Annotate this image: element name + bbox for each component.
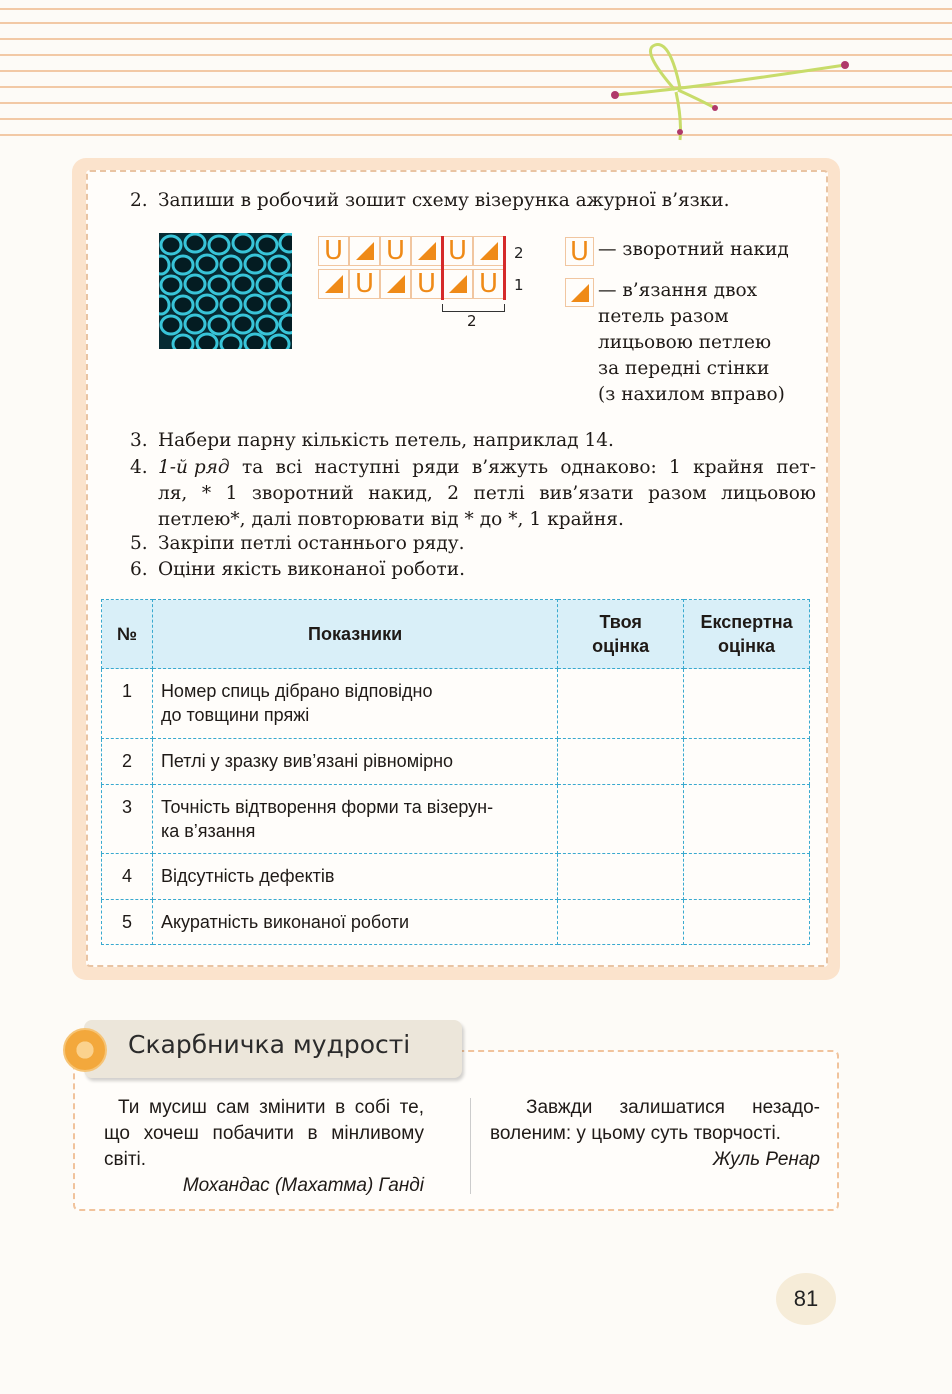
chart-cell-reverse-yarn-over: U xyxy=(442,236,473,266)
expert-score-cell[interactable] xyxy=(684,785,810,854)
chart-cell-k2tog xyxy=(349,236,380,266)
ribbon-bow-icon xyxy=(600,40,860,150)
your-score-cell[interactable] xyxy=(558,900,684,945)
your-score-cell[interactable] xyxy=(558,785,684,854)
chart-cell-k2tog xyxy=(411,236,442,266)
legend-k2tog-line-4: за передні стінки xyxy=(598,358,770,379)
row-label-2: 2 xyxy=(514,244,524,262)
quote-gandhi-author: Мохандас (Махатма) Ганді xyxy=(182,1175,424,1196)
your-score-cell[interactable] xyxy=(558,854,684,900)
table-row: 5 Акуратність виконаної роботи xyxy=(102,900,810,945)
step-2: 2. Запиши в робочий зошит схему візерунка ажурної в’язки. xyxy=(130,190,730,211)
chart-cell-reverse-yarn-over: U xyxy=(380,236,411,266)
chart-cell-reverse-yarn-over: U xyxy=(318,236,349,266)
wisdom-title: Скарбничка мудрості xyxy=(128,1030,411,1059)
step-4: 4. 1-й ряд та всі наступні ряди в’яжуть однаково: 1 крайня пет- ля, * 1 зворотний накид, 2 петлі вив’язати разом лицьовою петлею*, далі повторювати від * до *, 1 крайня. xyxy=(130,457,816,530)
legend-k2tog-line-1: — в’язання двох xyxy=(598,280,758,301)
chart-cell-reverse-yarn-over: U xyxy=(411,269,442,299)
expert-score-cell[interactable] xyxy=(684,854,810,900)
step-5: 5. Закріпи петлі останнього ряду. xyxy=(130,533,465,554)
row-label-1: 1 xyxy=(514,276,524,294)
quote-divider xyxy=(470,1098,471,1194)
table-row: 4 Відсутність дефектів xyxy=(102,854,810,900)
header-indicators: Показники xyxy=(152,600,557,669)
repeat-label: 2 xyxy=(467,312,477,330)
chart-cell-k2tog xyxy=(380,269,411,299)
wisdom-coin-icon xyxy=(63,1028,107,1072)
chart-cell-k2tog xyxy=(318,269,349,299)
expert-score-cell[interactable] xyxy=(684,900,810,945)
legend-k2tog-icon xyxy=(565,278,594,307)
repeat-bracket xyxy=(442,304,505,312)
table-header-row xyxy=(102,600,810,669)
legend-k2tog-line-3: лицьовою петлею xyxy=(598,332,772,353)
chart-cell-reverse-yarn-over: U xyxy=(473,269,504,299)
your-score-cell[interactable] xyxy=(558,669,684,739)
knitted-sample-image xyxy=(159,233,292,349)
legend-k2tog-line-5: (з нахилом вправо) xyxy=(598,384,785,405)
legend-k2tog-line-2: петель разом xyxy=(598,306,729,327)
table-row: 1 Номер спиць дібрано відповідно до товщини пряжі xyxy=(102,669,810,739)
chart-cell-k2tog xyxy=(473,236,504,266)
header-number: № xyxy=(102,600,153,669)
page-number: 81 xyxy=(776,1273,836,1325)
chart-cell-k2tog xyxy=(442,269,473,299)
expert-score-cell[interactable] xyxy=(684,739,810,785)
quote-renard: Завжди залишатися незадо- воленим: у цьому суть творчості. Жуль Ренар xyxy=(490,1095,820,1173)
step-6: 6. Оціни якість виконаної роботи. xyxy=(130,559,465,580)
repeat-marker-right xyxy=(503,236,506,300)
quote-renard-author: Жуль Ренар xyxy=(712,1149,820,1170)
your-score-cell[interactable] xyxy=(558,739,684,785)
repeat-marker-left xyxy=(441,236,444,300)
chart-cell-reverse-yarn-over: U xyxy=(349,269,380,299)
step-3: 3. Набери парну кількість петель, наприклад 14. xyxy=(130,430,614,451)
header-expert-score: Експертна оцінка xyxy=(684,600,810,669)
evaluation-table xyxy=(101,599,810,945)
table-row: 2 Петлі у зразку вив’язані рівномірно xyxy=(102,739,810,785)
legend-reverse-yarn-over-icon: U xyxy=(565,237,594,266)
table-row: 3 Точність відтворення форми та візерун- ка в’язання xyxy=(102,785,810,854)
expert-score-cell[interactable] xyxy=(684,669,810,739)
quote-gandhi: Ти мусиш сам змінити в собі те, що хочеш побачити в мінливому світі. Мохандас (Махатма) Ганді xyxy=(104,1095,424,1199)
header-your-score: Твоя оцінка xyxy=(558,600,684,669)
legend-reverse-yarn-over-text: — зворотний накид xyxy=(598,239,789,260)
